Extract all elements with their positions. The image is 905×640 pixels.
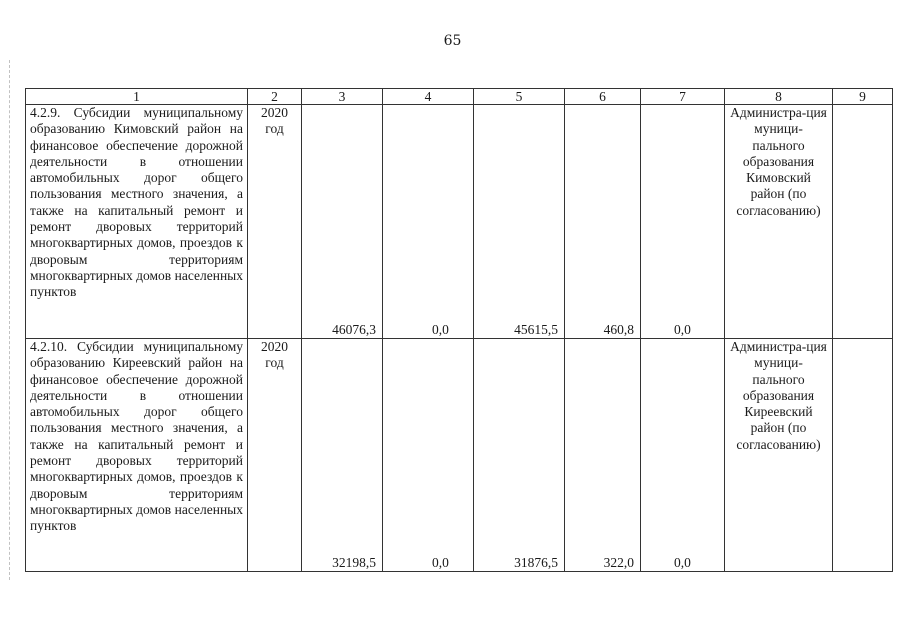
- row-value-col5: 45615,5: [474, 105, 565, 339]
- row-value-col5: 31876,5: [474, 339, 565, 572]
- page-number: 65: [443, 33, 462, 49]
- column-header: 3: [302, 89, 383, 105]
- row-value-col4: 0,0: [383, 105, 474, 339]
- row-value-col7: 0,0: [641, 339, 725, 572]
- row-executor: Администра-ция муници-пального образования Киреевский район (по согласованию): [725, 339, 833, 572]
- column-header: 7: [641, 89, 725, 105]
- row-description: 4.2.10. Субсидии муниципальному образованию Киреевский район на финансовое обеспечение дорожной деятельности в отношении автомобильных дорог общего пользования местного значения, а также на капитальный ремонт и ремонт дворовых территорий многоквартирных домов, проездов к дворовым территориям многоквартирных домов населенных пунктов: [26, 339, 248, 572]
- row-value-col4: 0,0: [383, 339, 474, 572]
- column-header: 2: [248, 89, 302, 105]
- row-value-col6: 322,0: [565, 339, 641, 572]
- scan-edge-line: [9, 60, 11, 580]
- row-total-value: 32198,5: [302, 339, 383, 572]
- row-year: 2020 год: [248, 339, 302, 572]
- row-col9: [833, 105, 893, 339]
- column-header: 5: [474, 89, 565, 105]
- row-description: 4.2.9. Субсидии муниципальному образованию Кимовский район на финансовое обеспечение дорожной деятельности в отношении автомобильных дорог общего пользования местного значения, а также на капитальный ремонт и ремонт дворовых территорий многоквартирных домов, проездов к дворовым территориям многоквартирных домов населенных пунктов: [26, 105, 248, 339]
- row-value-col6: 460,8: [565, 105, 641, 339]
- row-year: 2020 год: [248, 105, 302, 339]
- program-table: [25, 88, 893, 572]
- table-row: [26, 105, 893, 339]
- column-header: 1: [26, 89, 248, 105]
- row-executor: Администра-ция муници-пального образования Кимовский район (по согласованию): [725, 105, 833, 339]
- row-total-value: 46076,3: [302, 105, 383, 339]
- column-header-row: [26, 89, 893, 105]
- column-header: 8: [725, 89, 833, 105]
- table-row: [26, 339, 893, 572]
- row-value-col7: 0,0: [641, 105, 725, 339]
- column-header: 4: [383, 89, 474, 105]
- row-col9: [833, 339, 893, 572]
- column-header: 9: [833, 89, 893, 105]
- column-header: 6: [565, 89, 641, 105]
